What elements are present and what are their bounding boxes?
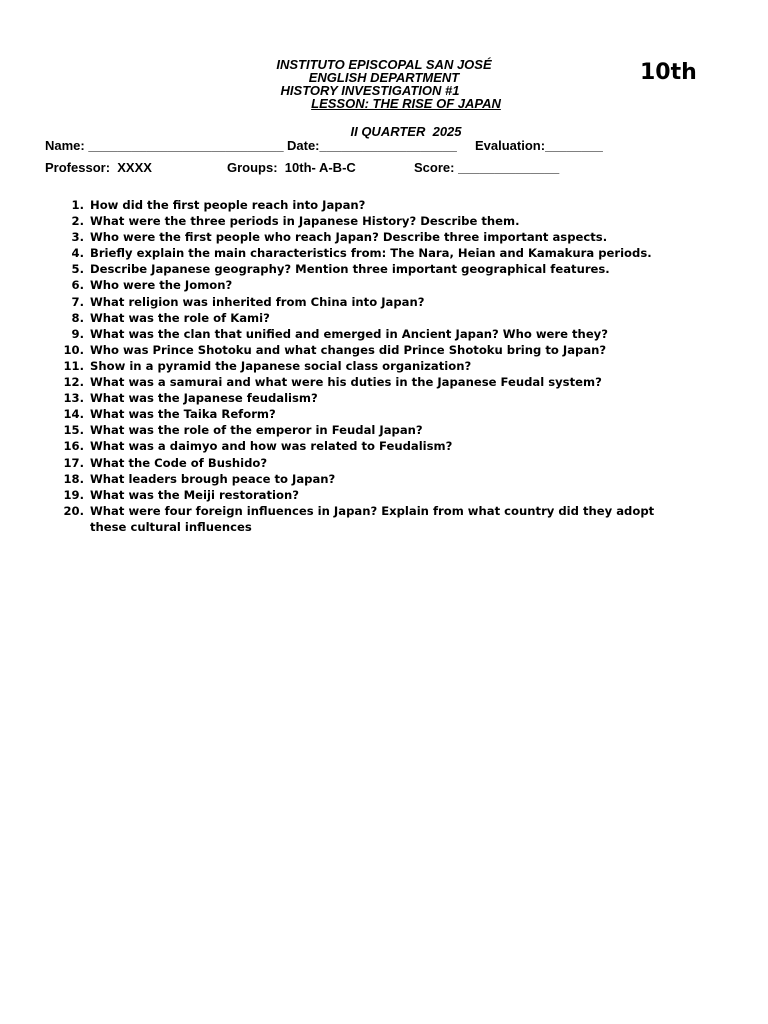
question-item — [60, 406, 660, 422]
question-item — [60, 503, 660, 535]
question-text: What was the role of the emperor in Feudal Japan? — [90, 423, 423, 438]
question-item — [60, 390, 660, 406]
question-number: 6. — [71, 278, 84, 293]
question-text: What was the clan that unified and emerged in Ancient Japan? Who were they? — [90, 326, 608, 341]
question-number: 10. — [63, 342, 84, 357]
question-number: 9. — [71, 326, 84, 341]
question-text: What was the role of Kami? — [90, 310, 270, 325]
investigation-title: HISTORY INVESTIGATION #1 — [280, 83, 460, 98]
question-text: Who were the Jomon? — [90, 278, 233, 293]
question-number: 16. — [63, 439, 84, 454]
question-item — [60, 245, 660, 261]
question-item — [60, 294, 660, 310]
question-number: 20. — [63, 503, 84, 518]
question-number: 19. — [63, 487, 84, 502]
question-item — [60, 277, 660, 293]
question-number: 8. — [71, 310, 84, 325]
question-number: 13. — [63, 391, 84, 406]
question-item — [60, 422, 660, 438]
question-text: Who were the first people who reach Japan? Describe three important aspects. — [90, 230, 608, 245]
question-item — [60, 261, 660, 277]
question-number: 17. — [63, 455, 84, 470]
question-number: 12. — [63, 375, 84, 390]
question-list — [60, 197, 660, 535]
question-text: What were the three periods in Japanese History? Describe them. — [90, 214, 520, 229]
question-item — [60, 197, 660, 213]
question-item — [60, 487, 660, 503]
question-text: What was the Japanese feudalism? — [90, 391, 318, 406]
question-text: What was a daimyo and how was related to Feudalism? — [90, 439, 453, 454]
question-number: 2. — [71, 214, 84, 229]
question-number: 14. — [63, 407, 84, 422]
question-text: Describe Japanese geography? Mention three important geographical features. — [90, 262, 610, 277]
quarter-label: II QUARTER 2025 — [350, 124, 462, 139]
date-field: Date:___________________ — [287, 138, 457, 153]
evaluation-field: Evaluation:________ — [475, 138, 603, 153]
question-item — [60, 342, 660, 358]
lesson-title: LESSON: THE RISE OF JAPAN — [311, 96, 501, 111]
question-text: What religion was inherited from China into Japan? — [90, 294, 425, 309]
question-item — [60, 374, 660, 390]
question-item — [60, 438, 660, 454]
question-number: 7. — [71, 294, 84, 309]
question-text: Who was Prince Shotoku and what changes did Prince Shotoku bring to Japan? — [90, 342, 607, 357]
question-number: 5. — [71, 262, 84, 277]
school-name: INSTITUTO EPISCOPAL SAN JOSÉ — [276, 57, 492, 72]
question-item — [60, 310, 660, 326]
question-item — [60, 358, 660, 374]
question-item — [60, 326, 660, 342]
question-text: What were four foreign influences in Japan? Explain from what country did they adopt these cultural influences — [90, 503, 655, 534]
question-item — [60, 229, 660, 245]
question-text: How did the first people reach into Japan? — [90, 198, 366, 212]
question-number: 1. — [71, 198, 84, 212]
department-name: ENGLISH DEPARTMENT — [308, 70, 460, 85]
question-number: 18. — [63, 471, 84, 486]
question-text: Show in a pyramid the Japanese social class organization? — [90, 358, 472, 373]
name-field: Name: ___________________________ — [45, 138, 284, 153]
question-item — [60, 471, 660, 487]
professor-field: Professor: XXXX — [45, 160, 152, 175]
score-field: Score: ______________ — [414, 160, 560, 175]
question-number: 3. — [71, 230, 84, 245]
grade-label: 10th — [640, 60, 697, 85]
question-number: 11. — [63, 358, 84, 373]
question-text: What was the Taika Reform? — [90, 407, 276, 422]
groups-field: Groups: 10th- A-B-C — [227, 160, 356, 175]
question-text: What leaders brough peace to Japan? — [90, 471, 336, 486]
question-text: Briefly explain the main characteristics from: The Nara, Heian and Kamakura periods. — [90, 246, 652, 261]
question-text: What was a samurai and what were his duties in the Japanese Feudal system? — [90, 375, 602, 390]
question-item — [60, 455, 660, 471]
question-text: What was the Meiji restoration? — [90, 487, 299, 502]
question-number: 4. — [71, 246, 84, 261]
question-number: 15. — [63, 423, 84, 438]
question-text: What the Code of Bushido? — [90, 455, 268, 470]
question-item — [60, 213, 660, 229]
